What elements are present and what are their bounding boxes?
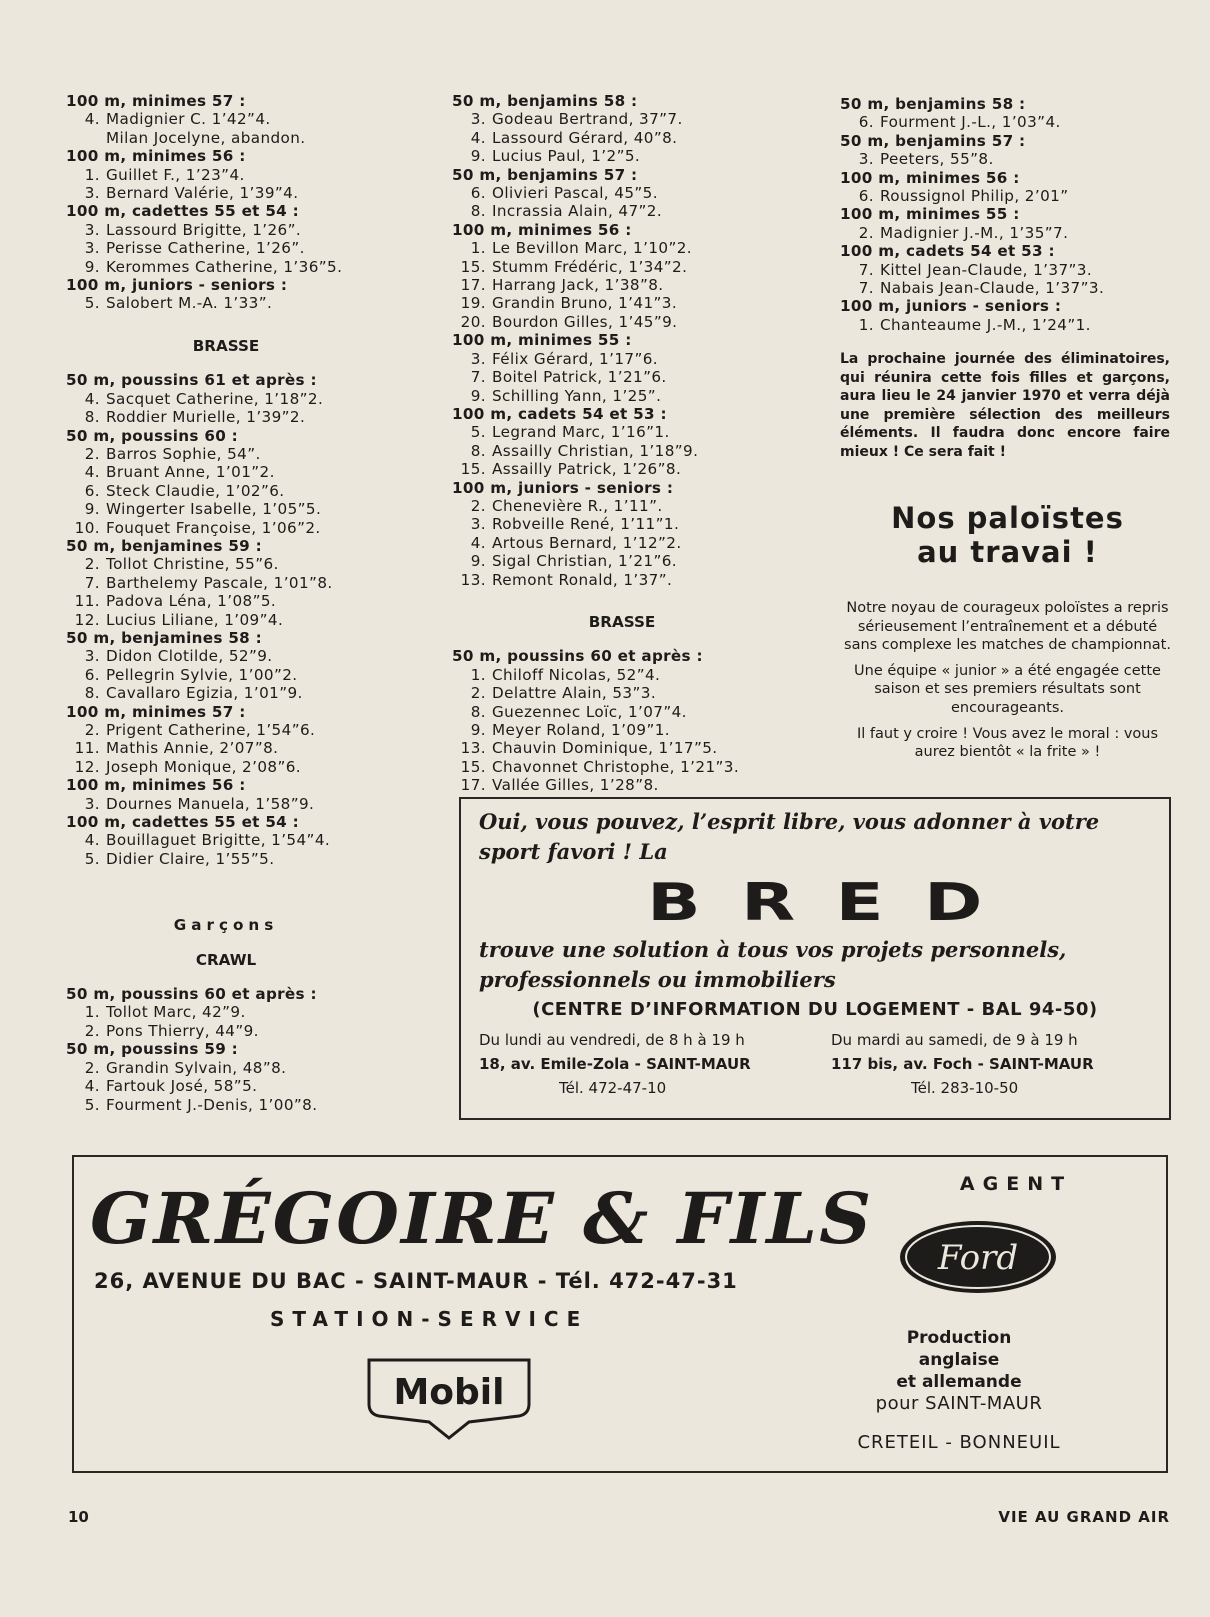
result-entry bbox=[66, 221, 386, 239]
result-entry bbox=[66, 758, 386, 776]
result-text: Sacquet Catherine, 1’18”2. bbox=[106, 389, 324, 408]
result-rank: 8. bbox=[84, 684, 100, 703]
result-text: Tollot Marc, 42”9. bbox=[106, 1003, 246, 1022]
result-text: Assailly Christian, 1’18”9. bbox=[492, 441, 699, 460]
result-rank: 6. bbox=[858, 113, 874, 132]
event-heading: 50 m, benjamins 58 : bbox=[840, 95, 1026, 113]
result-text: Assailly Patrick, 1’26”8. bbox=[492, 460, 682, 479]
result-text: Delattre Alain, 53”3. bbox=[492, 684, 657, 703]
result-text: Olivieri Pascal, 45”5. bbox=[492, 184, 658, 203]
result-text: Wingerter Isabelle, 1’05”5. bbox=[106, 500, 322, 519]
result-text: Le Bevillon Marc, 1’10”2. bbox=[492, 239, 693, 258]
result-text: Bernard Valérie, 1’39”4. bbox=[106, 184, 299, 203]
result-rank: 4. bbox=[84, 389, 100, 408]
result-text: Joseph Monique, 2’08”6. bbox=[106, 757, 302, 776]
results-column-1 bbox=[66, 92, 386, 1114]
result-text: Incrassia Alain, 47”2. bbox=[492, 202, 663, 221]
result-entry bbox=[66, 184, 386, 202]
polo-title-line1: Nos paloïstes bbox=[891, 501, 1124, 536]
result-text: Dournes Manuela, 1’58”9. bbox=[106, 794, 315, 813]
towns-served: CRETEIL - BONNEUIL bbox=[857, 1432, 1061, 1453]
result-rank: 11. bbox=[74, 739, 100, 758]
result-text: Chauvin Dominique, 1’17”5. bbox=[492, 739, 718, 758]
result-rank: 9. bbox=[470, 147, 486, 166]
result-rank: 1. bbox=[858, 315, 874, 334]
result-rank: 5. bbox=[84, 1095, 100, 1114]
result-text: Schilling Yann, 1’25”. bbox=[492, 386, 662, 405]
result-rank: 3. bbox=[470, 515, 486, 534]
result-text: Roussignol Philip, 2’01” bbox=[880, 187, 1069, 206]
event-heading: 50 m, benjamins 57 : bbox=[452, 165, 638, 184]
result-entry bbox=[66, 239, 386, 257]
result-entry bbox=[452, 721, 792, 739]
result-text: Legrand Marc, 1’16”1. bbox=[492, 423, 670, 442]
result-rank: 8. bbox=[470, 702, 486, 721]
result-rank: 9. bbox=[470, 721, 486, 739]
result-entry bbox=[452, 276, 792, 294]
result-rank: 13. bbox=[460, 739, 486, 758]
result-rank: 2. bbox=[858, 223, 874, 242]
bred-intro: Oui, vous pouvez, l’esprit libre, vous adonner à votre sport favori ! La bbox=[479, 809, 1100, 864]
result-rank: 2. bbox=[470, 496, 486, 515]
result-entry bbox=[452, 184, 792, 202]
result-text: Chanteaume J.-M., 1’24”1. bbox=[880, 315, 1091, 334]
bred-branch-right bbox=[831, 1028, 1151, 1100]
result-entry bbox=[66, 1059, 386, 1077]
result-entry bbox=[452, 258, 792, 276]
event-heading: 50 m, benjamins 58 : bbox=[452, 92, 638, 110]
result-rank: 1. bbox=[470, 665, 486, 684]
event-heading: 50 m, poussins 61 et après : bbox=[66, 371, 317, 390]
result-rank: 15. bbox=[460, 257, 486, 276]
result-text: Steck Claudie, 1’02”6. bbox=[106, 481, 285, 500]
result-rank: 12. bbox=[74, 610, 100, 629]
result-entry bbox=[66, 1096, 386, 1114]
result-text: Félix Gérard, 1’17”6. bbox=[492, 349, 659, 368]
result-rank: 10. bbox=[74, 518, 100, 537]
result-text: Pellegrin Sylvie, 1’00”2. bbox=[106, 665, 298, 684]
branch-phone: Tél. 472-47-10 bbox=[559, 1079, 667, 1097]
result-rank: 2. bbox=[470, 684, 486, 703]
section-heading: BRASSE bbox=[588, 612, 656, 631]
result-rank: 11. bbox=[74, 592, 100, 611]
results-column-3 bbox=[840, 95, 1175, 762]
section-heading: CRAWL bbox=[195, 950, 257, 969]
result-text: Nabais Jean-Claude, 1’37”3. bbox=[880, 279, 1105, 298]
result-text: Chiloff Nicolas, 52”4. bbox=[492, 665, 661, 684]
bred-info-centre: (CENTRE D’INFORMATION DU LOGEMENT - BAL 94-50) bbox=[532, 999, 1098, 1020]
result-rank: 2. bbox=[84, 444, 100, 463]
results-column-2 bbox=[452, 92, 792, 795]
result-entry bbox=[66, 1022, 386, 1040]
event-heading: 100 m, cadettes 55 et 54 : bbox=[66, 813, 300, 832]
result-entry bbox=[452, 703, 792, 721]
ford-logo-text: Ford bbox=[937, 1238, 1019, 1278]
result-rank: 3. bbox=[470, 349, 486, 368]
result-text: Fouquet Françoise, 1’06”2. bbox=[106, 518, 321, 537]
result-text: Artous Bernard, 1’12”2. bbox=[492, 533, 682, 552]
result-entry bbox=[452, 666, 792, 684]
branch-address: 18, av. Emile-Zola - SAINT-MAUR bbox=[479, 1055, 751, 1073]
magazine-name: VIE AU GRAND AIR bbox=[998, 1508, 1170, 1526]
result-rank: 15. bbox=[460, 757, 486, 776]
event-heading: 50 m, poussins 60 : bbox=[66, 426, 239, 445]
result-text: Fourment J.-Denis, 1’00”8. bbox=[106, 1095, 318, 1114]
result-text: Padova Léna, 1’08”5. bbox=[106, 592, 277, 611]
result-text: Prigent Catherine, 1’54”6. bbox=[106, 721, 316, 739]
result-text: Salobert M.-A. 1’33”. bbox=[106, 294, 273, 313]
result-entry bbox=[840, 279, 1175, 297]
result-entry bbox=[66, 445, 386, 463]
result-text: Robveille René, 1’11”1. bbox=[492, 515, 680, 534]
result-entry bbox=[452, 313, 792, 331]
result-text: Mathis Annie, 2’07”8. bbox=[106, 739, 279, 758]
result-rank: 5. bbox=[470, 423, 486, 442]
result-entry bbox=[452, 684, 792, 702]
result-entry bbox=[66, 555, 386, 573]
event-heading: 50 m, poussins 60 et après : bbox=[66, 985, 317, 1004]
result-rank: 7. bbox=[858, 279, 874, 298]
result-rank: 1. bbox=[84, 1003, 100, 1022]
result-text: Fourment J.-L., 1’03”4. bbox=[880, 113, 1061, 132]
result-text: Guillet F., 1’23”4. bbox=[106, 165, 245, 184]
result-rank: 2. bbox=[84, 1021, 100, 1040]
event-heading: 50 m, benjamins 57 : bbox=[840, 131, 1026, 150]
result-text: Kittel Jean-Claude, 1’37”3. bbox=[880, 260, 1093, 279]
result-text: Milan Jocelyne, abandon. bbox=[106, 128, 306, 147]
event-heading: 100 m, cadettes 55 et 54 : bbox=[66, 202, 300, 221]
result-text: Boitel Patrick, 1’21”6. bbox=[492, 368, 667, 387]
results-column-3-list bbox=[840, 95, 1175, 334]
result-text: Madignier C. 1’42”4. bbox=[106, 110, 271, 129]
polo-paragraph-3: Il faut y croire ! Vous avez le moral : vous aurez bientôt « la frite » ! bbox=[856, 726, 1159, 761]
result-rank: 4. bbox=[84, 1077, 100, 1096]
event-heading: 100 m, minimes 55 : bbox=[840, 205, 1020, 224]
result-rank: 19. bbox=[460, 294, 486, 313]
result-rank: 3. bbox=[84, 794, 100, 813]
result-rank: 9. bbox=[470, 552, 486, 571]
result-text: Stumm Frédéric, 1’34”2. bbox=[492, 257, 688, 276]
production-line-1: Production anglaise bbox=[906, 1328, 1012, 1370]
result-entry bbox=[66, 129, 386, 147]
gregoire-address: 26, AVENUE DU BAC - SAINT-MAUR - Tél. 472-47-31 bbox=[94, 1269, 738, 1293]
result-entry bbox=[66, 592, 386, 610]
polo-title bbox=[840, 501, 1175, 569]
next-round-notice: La prochaine journée des éliminatoires, qui réunira cette fois filles et garçons, aura lieu le 24 janvier 1970 et verra déjà une première sélection des meilleurs éléments. Il faudra donc encore faire mieux ! Ce sera fait ! bbox=[840, 351, 1170, 460]
result-text: Lucius Liliane, 1’09”4. bbox=[106, 610, 284, 629]
result-text: Didon Clotilde, 52”9. bbox=[106, 647, 273, 666]
result-text: Bruant Anne, 1’01”2. bbox=[106, 463, 275, 482]
result-rank: 7. bbox=[470, 368, 486, 387]
result-entry bbox=[66, 482, 386, 500]
result-text: Fartouk José, 58”5. bbox=[106, 1077, 258, 1096]
result-rank: 9. bbox=[84, 500, 100, 519]
result-entry bbox=[452, 239, 792, 257]
result-entry bbox=[452, 758, 792, 776]
station-service-label: STATION-SERVICE bbox=[270, 1307, 589, 1331]
result-entry bbox=[66, 166, 386, 184]
result-text: Harrang Jack, 1’38”8. bbox=[492, 276, 664, 295]
result-rank: 3. bbox=[84, 184, 100, 203]
result-entry bbox=[66, 574, 386, 592]
result-entry bbox=[840, 224, 1175, 242]
result-rank: 1. bbox=[470, 239, 486, 258]
event-heading: 100 m, minimes 56 : bbox=[66, 147, 246, 166]
result-text: Pons Thierry, 44”9. bbox=[106, 1021, 259, 1040]
result-text: Lassourd Gérard, 40”8. bbox=[492, 128, 678, 147]
result-entry bbox=[452, 129, 792, 147]
result-entry bbox=[66, 463, 386, 481]
bred-logo: BRED bbox=[647, 873, 1023, 933]
result-entry bbox=[66, 831, 386, 849]
mobil-logo-text: Mobil bbox=[393, 1372, 505, 1413]
result-text: Meyer Roland, 1’09”1. bbox=[492, 721, 671, 739]
agent-label: AGENT bbox=[959, 1173, 1073, 1195]
event-heading: 100 m, cadets 54 et 53 : bbox=[840, 242, 1055, 261]
result-rank: 3. bbox=[858, 150, 874, 169]
result-text: Lassourd Brigitte, 1’26”. bbox=[106, 220, 302, 239]
result-rank: 13. bbox=[460, 570, 486, 589]
result-entry bbox=[66, 721, 386, 739]
event-heading: 100 m, minimes 55 : bbox=[452, 331, 632, 350]
result-text: Madignier J.-M., 1’35”7. bbox=[880, 223, 1069, 242]
result-rank: 2. bbox=[84, 1058, 100, 1077]
event-heading: 50 m, benjamines 58 : bbox=[66, 628, 263, 647]
result-entry bbox=[66, 258, 386, 276]
result-entry bbox=[452, 460, 792, 478]
result-entry bbox=[452, 147, 792, 165]
result-rank: 3. bbox=[84, 647, 100, 666]
result-text: Godeau Bertrand, 37”7. bbox=[492, 110, 683, 129]
result-rank: 7. bbox=[84, 573, 100, 592]
result-rank: 17. bbox=[460, 276, 486, 295]
result-entry bbox=[452, 110, 792, 128]
result-text: Chenevière R., 1’11”. bbox=[492, 496, 663, 515]
page-number: 10 bbox=[68, 1508, 89, 1526]
result-entry bbox=[840, 150, 1175, 168]
result-entry bbox=[452, 294, 792, 312]
result-entry bbox=[66, 408, 386, 426]
result-rank: 6. bbox=[84, 665, 100, 684]
bred-branches bbox=[479, 1028, 1151, 1100]
result-entry bbox=[66, 850, 386, 868]
result-text: Kerommes Catherine, 1’36”5. bbox=[106, 257, 343, 276]
event-heading: 100 m, minimes 56 : bbox=[452, 220, 632, 239]
result-text: Bourdon Gilles, 1’45”9. bbox=[492, 312, 678, 331]
result-entry bbox=[66, 647, 386, 665]
result-entry bbox=[840, 316, 1175, 334]
gregoire-advertisement bbox=[72, 1155, 1168, 1473]
result-entry bbox=[452, 497, 792, 515]
result-entry bbox=[452, 552, 792, 570]
result-entry bbox=[66, 110, 386, 128]
result-text: Sigal Christian, 1’21”6. bbox=[492, 552, 677, 571]
result-rank: 9. bbox=[84, 257, 100, 276]
result-rank: 15. bbox=[460, 460, 486, 479]
result-entry bbox=[452, 515, 792, 533]
result-rank: 3. bbox=[84, 239, 100, 258]
pour-saint-maur: pour SAINT-MAUR bbox=[875, 1393, 1043, 1414]
result-rank: 20. bbox=[460, 312, 486, 331]
result-rank: 2. bbox=[84, 555, 100, 574]
bred-branch-left bbox=[479, 1028, 799, 1100]
result-entry bbox=[66, 684, 386, 702]
result-entry bbox=[452, 442, 792, 460]
result-text: Barthelemy Pascale, 1’01”8. bbox=[106, 573, 333, 592]
event-heading: 100 m, juniors - seniors : bbox=[840, 297, 1062, 316]
branch-hours: Du lundi au vendredi, de 8 h à 19 h bbox=[479, 1031, 745, 1049]
result-text: Grandin Bruno, 1’41”3. bbox=[492, 294, 678, 313]
result-entry bbox=[452, 423, 792, 441]
gregoire-title: GRÉGOIRE & FILS bbox=[90, 1177, 874, 1260]
result-text: Guezennec Loïc, 1’07”4. bbox=[492, 702, 687, 721]
result-rank: 2. bbox=[84, 721, 100, 739]
bred-tagline: trouve une solution à tous vos projets personnels, professionnels ou immobiliers bbox=[479, 937, 1067, 992]
result-text: Tollot Christine, 55”6. bbox=[106, 555, 279, 574]
result-rank: 8. bbox=[470, 441, 486, 460]
result-rank: 7. bbox=[858, 260, 874, 279]
polo-title-line2: au travai ! bbox=[917, 535, 1098, 570]
result-text: Bouillaguet Brigitte, 1’54”4. bbox=[106, 831, 331, 850]
result-text: Barros Sophie, 54”. bbox=[106, 444, 261, 463]
event-heading: 50 m, poussins 59 : bbox=[66, 1040, 239, 1059]
result-text: Grandin Sylvain, 48”8. bbox=[106, 1058, 287, 1077]
result-entry bbox=[66, 1077, 386, 1095]
event-heading: 100 m, minimes 56 : bbox=[66, 776, 246, 795]
result-entry bbox=[452, 739, 792, 757]
result-rank: 12. bbox=[74, 757, 100, 776]
event-heading: 100 m, minimes 57 : bbox=[66, 702, 246, 721]
event-heading: 100 m, minimes 56 : bbox=[840, 168, 1020, 187]
result-entry bbox=[66, 795, 386, 813]
result-rank: 4. bbox=[84, 831, 100, 850]
result-rank: 4. bbox=[470, 533, 486, 552]
result-text: Lucius Paul, 1’2”5. bbox=[492, 147, 641, 166]
result-entry bbox=[452, 368, 792, 386]
result-entry bbox=[840, 261, 1175, 279]
mobil-logo bbox=[359, 1352, 539, 1442]
result-text: Cavallaro Egizia, 1’01”9. bbox=[106, 684, 303, 703]
branch-phone: Tél. 283-10-50 bbox=[911, 1079, 1019, 1097]
event-heading: 50 m, poussins 60 et après : bbox=[452, 647, 703, 666]
result-entry bbox=[840, 113, 1175, 131]
production-line-2: et allemande bbox=[896, 1372, 1022, 1392]
result-text: Roddier Murielle, 1’39”2. bbox=[106, 408, 306, 427]
result-entry bbox=[66, 500, 386, 518]
result-rank: 1. bbox=[84, 165, 100, 184]
result-text: Chavonnet Christophe, 1’21”3. bbox=[492, 757, 740, 776]
result-entry bbox=[452, 387, 792, 405]
section-heading: Garçons bbox=[173, 916, 279, 935]
result-rank: 8. bbox=[470, 202, 486, 221]
event-heading: 50 m, benjamines 59 : bbox=[66, 536, 263, 555]
production-label bbox=[864, 1327, 1054, 1393]
result-entry bbox=[452, 202, 792, 220]
section-heading: BRASSE bbox=[192, 336, 260, 355]
result-text: Perisse Catherine, 1’26”. bbox=[106, 239, 305, 258]
result-entry bbox=[66, 294, 386, 312]
result-rank: 4. bbox=[84, 463, 100, 482]
result-rank: 5. bbox=[84, 849, 100, 868]
event-heading: 100 m, juniors - seniors : bbox=[452, 478, 674, 497]
result-rank: 9. bbox=[470, 386, 486, 405]
result-entry bbox=[66, 390, 386, 408]
result-text: Didier Claire, 1’55”5. bbox=[106, 849, 275, 868]
event-heading: 100 m, juniors - seniors : bbox=[66, 276, 288, 295]
polo-paragraph-1: Notre noyau de courageux poloïstes a repris sérieusement l’entraînement et a débuté sans complexe les matches de championnat. bbox=[844, 600, 1171, 653]
result-entry bbox=[66, 666, 386, 684]
result-rank: 6. bbox=[84, 481, 100, 500]
event-heading: 100 m, minimes 57 : bbox=[66, 92, 246, 110]
branch-hours: Du mardi au samedi, de 9 à 19 h bbox=[831, 1031, 1078, 1049]
result-text: Remont Ronald, 1’37”. bbox=[492, 570, 673, 589]
ford-logo bbox=[898, 1219, 1058, 1295]
result-entry bbox=[66, 1003, 386, 1021]
result-rank: 6. bbox=[470, 184, 486, 203]
result-rank: 4. bbox=[84, 110, 100, 129]
result-entry bbox=[452, 350, 792, 368]
result-text: Peeters, 55”8. bbox=[880, 150, 994, 169]
result-entry bbox=[452, 571, 792, 589]
result-rank: 3. bbox=[470, 110, 486, 129]
result-entry bbox=[66, 739, 386, 757]
result-rank: 4. bbox=[470, 128, 486, 147]
result-rank: 3. bbox=[84, 220, 100, 239]
result-text: Vallée Gilles, 1’28”8. bbox=[492, 776, 659, 795]
event-heading: 100 m, cadets 54 et 53 : bbox=[452, 404, 667, 423]
result-entry bbox=[452, 776, 792, 794]
polo-paragraph-2: Une équipe « junior » a été engagée cette saison et ses premiers résultats sont encourageants. bbox=[854, 663, 1161, 716]
result-rank: 17. bbox=[460, 776, 486, 795]
result-entry bbox=[452, 534, 792, 552]
result-rank: 5. bbox=[84, 294, 100, 313]
result-entry bbox=[66, 519, 386, 537]
result-entry bbox=[840, 187, 1175, 205]
result-rank: 6. bbox=[858, 187, 874, 206]
bred-advertisement bbox=[459, 797, 1171, 1120]
branch-address: 117 bis, av. Foch - SAINT-MAUR bbox=[831, 1055, 1094, 1073]
result-entry bbox=[66, 611, 386, 629]
result-rank: 8. bbox=[84, 408, 100, 427]
